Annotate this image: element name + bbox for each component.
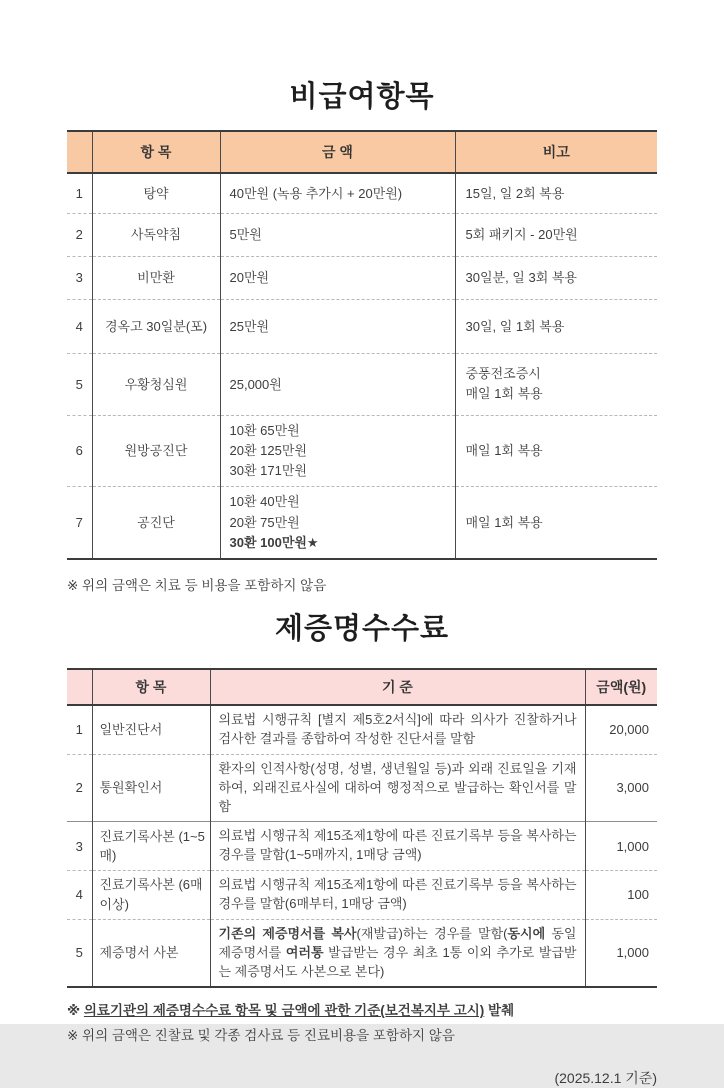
header-item: 항 목 bbox=[92, 669, 210, 705]
row-number: 1 bbox=[75, 722, 83, 738]
row-number: 4 bbox=[67, 871, 92, 920]
price-cell: 40만원 (녹용 추가시 + 20만원) bbox=[220, 173, 455, 213]
note-cell: 30일, 일 1회 복용 bbox=[455, 299, 657, 353]
criteria-cell: 환자의 인적사항(성명, 성별, 생년월일 등)과 외래 진료일을 기재하여, 외래진료사실에 대하여 행정적으로 발급하는 확인서를 말함 bbox=[210, 754, 585, 822]
table-header-row bbox=[67, 669, 657, 705]
criteria-cell: 의료법 시행규칙 제15조제1항에 따른 진료기록부 등을 복사하는 경우를 말함(1~5매까지, 1매당 금액) bbox=[210, 822, 585, 871]
item-cell: 제증명서 사본 bbox=[92, 919, 210, 987]
certificate-fees-table bbox=[67, 668, 657, 988]
row-number: 3 bbox=[67, 256, 92, 299]
price-cell: 5만원 bbox=[220, 213, 455, 256]
note-cell: 매일 1회 복용 bbox=[455, 487, 657, 559]
title-non-covered-items: 비급여항목 bbox=[289, 81, 435, 113]
item-cell: 경옥고 30일분(포) bbox=[92, 299, 220, 353]
price-line: 30환 171만원 bbox=[229, 463, 307, 479]
table-header-row bbox=[67, 131, 657, 173]
amount-cell: 1,000 bbox=[585, 919, 657, 987]
criteria-segment: 동시에 bbox=[507, 925, 546, 941]
price-cell bbox=[220, 487, 455, 559]
price-line: 10환 65만원 bbox=[229, 422, 300, 438]
item-cell: 탕약 bbox=[92, 173, 220, 213]
footnote-tail: 발췌 bbox=[484, 1003, 515, 1019]
criteria-cell: 의료법 시행규칙 [별지 제5호2서식]에 따라 의사가 진찰하거나 검사한 결과를 종합하여 작성한 진단서를 말함 bbox=[210, 705, 585, 754]
price-cell: 20만원 bbox=[220, 256, 455, 299]
table-row bbox=[67, 919, 657, 987]
item-cell: 원방공진단 bbox=[92, 415, 220, 486]
price-cell: 25만원 bbox=[220, 299, 455, 353]
amount-cell: 100 bbox=[585, 871, 657, 920]
footnote-excludes-exam-fees: ※ 위의 금액은 진찰료 및 각종 검사료 등 진료비용을 포함하지 않음 bbox=[67, 1028, 455, 1044]
criteria-segment: 동일 제증명서를 bbox=[218, 925, 577, 960]
header-amount: 금액(원) bbox=[585, 669, 657, 705]
row-number: 5 bbox=[67, 919, 92, 987]
table-row bbox=[67, 487, 657, 559]
title-certificate-fees: 제증명수수료 bbox=[274, 612, 450, 645]
row-number: 2 bbox=[67, 754, 92, 822]
table-row bbox=[67, 213, 657, 256]
item-cell: 사독약침 bbox=[92, 213, 220, 256]
footnote-excludes-treatment: ※ 위의 금액은 치료 등 비용을 포함하지 않음 bbox=[67, 577, 327, 593]
note-line: 매일 1회 복용 bbox=[465, 386, 543, 402]
price-line: 20환 75만원 bbox=[229, 514, 300, 530]
criteria-segment: 여러통 bbox=[285, 944, 324, 960]
price-line: 10환 40만원 bbox=[229, 494, 300, 510]
header-number-cell bbox=[67, 669, 92, 705]
item-cell: 진료기록사본 (6매 이상) bbox=[92, 871, 210, 920]
footnote-fee-standard-source bbox=[67, 1000, 657, 1023]
note-cell: 매일 1회 복용 bbox=[455, 415, 657, 486]
criteria-segment: (재발급)하는 경우를 말함( bbox=[356, 925, 508, 941]
note-cell bbox=[455, 353, 657, 415]
table-row bbox=[67, 353, 657, 415]
row-number: 2 bbox=[67, 213, 92, 256]
row-number: 1 bbox=[75, 185, 83, 201]
price-line-highlight: 30환 100만원★ bbox=[229, 534, 319, 550]
amount-cell: 3,000 bbox=[585, 754, 657, 822]
header-price: 금 액 bbox=[220, 131, 455, 173]
table-row bbox=[67, 754, 657, 822]
price-cell bbox=[220, 415, 455, 486]
footnote-standard-title: 의료기관의 제증명수수료 항목 및 금액에 관한 기준(보건복지부 고시) bbox=[83, 1003, 485, 1019]
note-cell: 5회 패키지 - 20만원 bbox=[455, 213, 657, 256]
row-number: 4 bbox=[67, 299, 92, 353]
note-cell: 15일, 일 2회 복용 bbox=[455, 173, 657, 213]
note-line: 중풍전조증시 bbox=[465, 366, 541, 382]
criteria-segment: 기존의 제증명서를 복사 bbox=[218, 925, 357, 941]
item-cell: 비만환 bbox=[92, 256, 220, 299]
non-covered-items-table bbox=[67, 130, 657, 559]
header-note: 비고 bbox=[455, 131, 657, 173]
item-cell: 진료기록사본 (1~5매) bbox=[92, 822, 210, 871]
header-criteria: 기 준 bbox=[210, 669, 585, 705]
row-number: 7 bbox=[67, 487, 92, 559]
table-row bbox=[67, 299, 657, 353]
header-item: 항 목 bbox=[92, 131, 220, 173]
table-row bbox=[67, 705, 657, 754]
item-cell: 공진단 bbox=[92, 487, 220, 559]
amount-cell: 1,000 bbox=[585, 822, 657, 871]
header-number-cell bbox=[67, 131, 92, 173]
table-row bbox=[67, 256, 657, 299]
criteria-segment: 발급받는 경우 최초 1통 이외 추가로 발급받는 제증명서도 사본으로 본다) bbox=[218, 944, 577, 979]
table-row bbox=[67, 871, 657, 920]
effective-date: (2025.12.1 기준) bbox=[554, 1070, 657, 1087]
item-cell: 통원확인서 bbox=[92, 754, 210, 822]
table-row bbox=[67, 415, 657, 486]
amount-cell: 20,000 bbox=[585, 705, 657, 754]
row-number: 3 bbox=[67, 822, 92, 871]
price-cell: 25,000원 bbox=[220, 353, 455, 415]
footnote-marker: ※ bbox=[67, 1003, 84, 1019]
item-cell: 우황청심원 bbox=[92, 353, 220, 415]
price-line: 20환 125만원 bbox=[229, 443, 307, 459]
criteria-cell bbox=[210, 919, 585, 987]
table-row bbox=[67, 173, 657, 213]
note-cell: 30일분, 일 3회 복용 bbox=[455, 256, 657, 299]
row-number: 5 bbox=[67, 353, 92, 415]
table-row bbox=[67, 822, 657, 871]
row-number: 6 bbox=[67, 415, 92, 486]
criteria-cell: 의료법 시행규칙 제15조제1항에 따른 진료기록부 등을 복사하는 경우를 말함(6매부터, 1매당 금액) bbox=[210, 871, 585, 920]
item-cell: 일반진단서 bbox=[92, 705, 210, 754]
